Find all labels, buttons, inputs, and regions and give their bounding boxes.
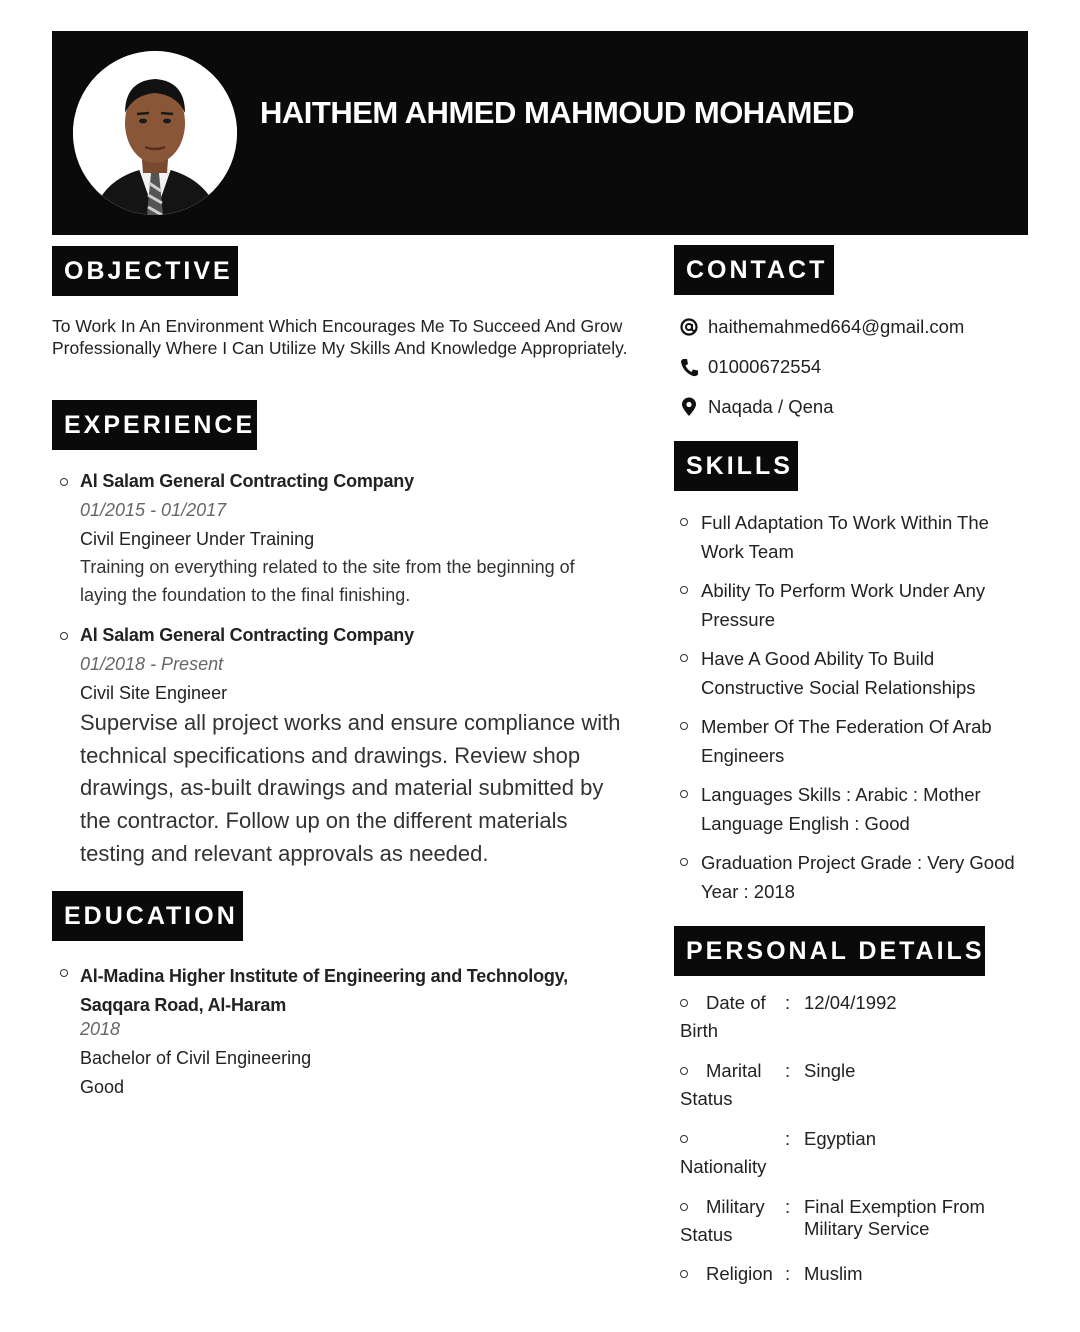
bullet-icon (60, 478, 68, 486)
section-title-personal-details: PERSONAL DETAILS (674, 926, 985, 976)
skill-text: Full Adaptation To Work Within The Work Team (701, 512, 989, 562)
phone-icon (680, 357, 698, 377)
experience-company: Al Salam General Contracting Company (80, 625, 414, 645)
detail-value: 12/04/1992 (804, 992, 897, 1013)
detail-colon: : (785, 1196, 791, 1217)
skill-text: Ability To Perform Work Under Any Pressure (701, 580, 986, 630)
bullet-icon (680, 722, 688, 730)
experience-role: Civil Engineer Under Training (80, 529, 315, 549)
bullet-icon (680, 1067, 688, 1075)
experience-entry (60, 471, 630, 611)
person-portrait-icon (73, 51, 237, 215)
skill-item (680, 712, 1020, 772)
detail-label-cont: Nationality (680, 1156, 767, 1177)
experience-entry (60, 625, 630, 875)
bullet-icon (680, 586, 688, 594)
detail-value: Egyptian (804, 1128, 876, 1149)
bullet-icon (60, 632, 68, 640)
profile-photo (73, 51, 237, 215)
detail-colon: : (785, 992, 791, 1013)
personal-detail-row (680, 1128, 1020, 1184)
detail-value: Muslim (804, 1263, 863, 1284)
email-text: haithemahmed664@gmail.com (708, 316, 965, 337)
experience-role: Civil Site Engineer (80, 683, 228, 703)
education-degree: Bachelor of Civil Engineering (80, 1048, 312, 1068)
detail-label-cont: Status (680, 1088, 733, 1109)
experience-description: Training on everything related to the site from the beginning of laying the foundation to the final finishing. (80, 557, 575, 605)
location-pin-icon (680, 397, 698, 417)
experience-description: Supervise all project works and ensure compliance with technical specifications and drawings. Review shop drawings, as-built drawings and material submitted by the contractor. Follow up on the different materials testing and relevant approvals as needed. (80, 710, 621, 866)
personal-detail-row (680, 1196, 1020, 1252)
bullet-icon (680, 999, 688, 1007)
bullet-icon (60, 969, 68, 977)
section-title-experience: EXPERIENCE (52, 400, 257, 450)
skill-text: Member Of The Federation Of Arab Engineers (701, 716, 992, 766)
experience-dates: 01/2015 - 01/2017 (80, 500, 227, 520)
resume-header (52, 31, 1028, 235)
location-text: Naqada / Qena (708, 396, 834, 417)
objective-text: To Work In An Environment Which Encourages Me To Succeed And Grow Professionally Where I Can Utilize My Skills And Knowledge Appropriately. (52, 316, 628, 358)
education-entry (60, 962, 630, 1102)
at-icon (680, 317, 698, 337)
detail-colon: : (785, 1128, 791, 1149)
skill-item (680, 576, 1020, 636)
bullet-icon (680, 1135, 688, 1143)
detail-label-cont: Birth (680, 1020, 719, 1041)
candidate-name: HAITHEM AHMED MAHMOUD MOHAMED (260, 95, 854, 130)
section-title-skills: SKILLS (674, 441, 798, 491)
section-title-education: EDUCATION (52, 891, 243, 941)
detail-label: Date of (706, 992, 766, 1013)
skill-text: Languages Skills : Arabic : Mother Language English : Good (701, 784, 981, 834)
section-title-objective: OBJECTIVE (52, 246, 238, 296)
section-title-contact: CONTACT (674, 245, 834, 295)
detail-label: Marital (706, 1060, 762, 1081)
detail-label: Military (706, 1196, 765, 1217)
phone-text: 01000672554 (708, 356, 822, 377)
bullet-icon (680, 654, 688, 662)
skill-item (680, 644, 1020, 704)
skill-text: Have A Good Ability To Build Constructive Social Relationships (701, 648, 976, 698)
detail-label-cont: Status (680, 1224, 733, 1245)
skill-item (680, 780, 1020, 840)
experience-dates: 01/2018 - Present (80, 654, 224, 674)
personal-detail-row (680, 1263, 1020, 1293)
detail-value: Final Exemption From Military Service (804, 1196, 985, 1239)
bullet-icon (680, 1270, 688, 1278)
personal-detail-row (680, 992, 1020, 1048)
education-grade: Good (80, 1077, 125, 1097)
bullet-icon (680, 858, 688, 866)
detail-colon: : (785, 1060, 791, 1081)
bullet-icon (680, 790, 688, 798)
detail-colon: : (785, 1263, 791, 1284)
detail-value: Single (804, 1060, 856, 1081)
personal-detail-row (680, 1060, 1020, 1116)
skill-item (680, 848, 1020, 908)
skill-text: Graduation Project Grade : Very Good Year : 2018 (701, 852, 1015, 902)
education-school: Al-Madina Higher Institute of Engineering and Technology, Saqqara Road, Al-Haram (80, 966, 568, 1015)
bullet-icon (680, 1203, 688, 1211)
experience-company: Al Salam General Contracting Company (80, 471, 414, 491)
education-year: 2018 (80, 1019, 121, 1039)
bullet-icon (680, 518, 688, 526)
skill-item (680, 508, 1020, 568)
detail-label: Religion (706, 1263, 773, 1284)
